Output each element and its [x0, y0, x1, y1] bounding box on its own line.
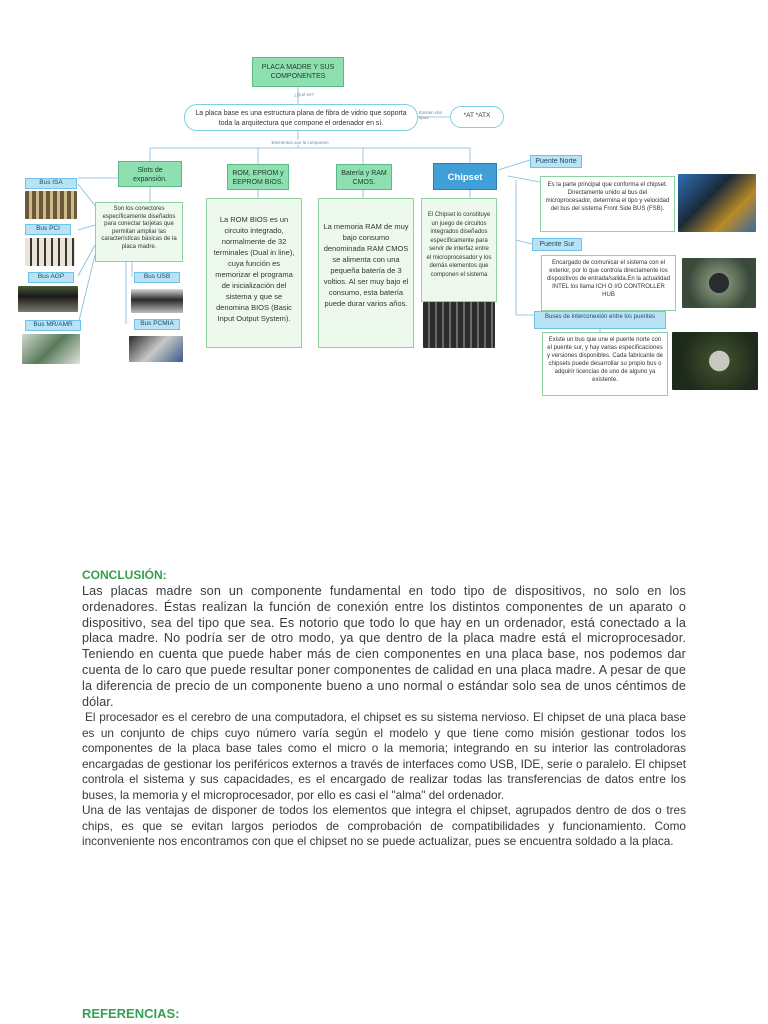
elements-label: Elementos que la componen [250, 140, 350, 145]
chipset-desc: El Chipset lo constituye un juego de circuitos integrados diseñados específicamente para servir de interfaz entre el microprocesador y los demás elementos que componen el sistema [421, 198, 497, 302]
bus-agp-label: Bus AGP [28, 272, 74, 283]
bus-mr-amr-image [22, 334, 80, 364]
branch-rom-label: ROM, EPROM y EEPROM BIOS. [227, 164, 289, 190]
bus-pcmia-image [129, 336, 183, 362]
definition-box: La placa base es una estructura plana de fibra de vidrio que soporta toda la arquitectura que compone el ordenador en sí. [184, 104, 418, 131]
interconnect-desc: Existe un bus que une el puente norte con el puente sur, y hay varias especificaciones y versiones disponibles. Cada fabricante de chipsets puede desarrollar su propio bus o adquirir licencias de uno de alguno ya existente. [542, 332, 668, 396]
chipset-image [423, 302, 495, 348]
diagram-title: PLACA MADRE Y SUS COMPONENTES [252, 57, 344, 87]
bus-mr-amr-label: Bus MR/AMR [25, 320, 81, 331]
bus-usb-label: Bus USB [134, 272, 180, 283]
bus-pci-label: Bus PCI [25, 224, 71, 235]
interconnect-image [672, 332, 758, 390]
conclusion-section [82, 566, 686, 850]
north-bridge-desc: Es la parte principal que conforma el chipset. Directamente unido al bus del microprocesador, determina el tipo y velocidad del bus del sistema Front Side BUS (FSB). [540, 176, 675, 232]
references-title: REFERENCIAS: [82, 1006, 180, 1021]
bus-agp-image [18, 286, 78, 312]
south-bridge-desc: Encargado de comunicar el sistema con el exterior, por lo que controla directamente los dispositivos de entrada/salida.En la actualidad INTEL los llama ICH O I/O CONTROLLER HUB [541, 255, 676, 311]
conclusion-paragraph-1: Las placas madre son un componente fundamental en todo tipo de dispositivos, no solo en los ordenadores. Éstas realizan la función de conexión entre los distintos componentes de un aparato o dispositivo, sea del tipo que sea. Es notorio que todo lo que hay en un ordenador, está conectado a la placa madre. No podría ser de otro modo, ya que dentro de la placa madre está el microprocesador. Teniendo en cuenta que puede haber más de cien componentes en una placa base, nos podemos dar cuenta de lo caro que puede resultar poner componentes de calidad en una placa madre. A pesar de que la diferencia de precio de un componente bueno a uno normal o estándar solo sea de unos céntimos de dólar. [82, 584, 686, 709]
branch-slots-label: Slots de expansión. [118, 161, 182, 187]
rom-desc: La ROM BIOS es un circuito integrado, normalmente de 32 terminales (Dual in line), cuya función es memorizar el programa de inicialización del sistema y que se denomina BIOS (Basic Input Output System). [206, 198, 302, 348]
branch-chipset-label: Chipset [433, 163, 497, 190]
types-box: *AT *ATX [450, 106, 504, 128]
north-bridge-image [678, 174, 756, 232]
conclusion-paragraph-3: Una de las ventajas de disponer de todos los elementos que integra el chipset, agrupados dentro de dos o tres chips, es que se evitan largos periodos de comprobación de compatibilidades y funcionamiento. Como inconveniente nos encontramos con que el chipset no se puede actualizar, pues se encuentra soldado a la placa. [82, 803, 686, 849]
bus-isa-label: Bus ISA [25, 178, 77, 189]
conclusion-colon: : [162, 568, 167, 582]
link-label-que-es: ¿Qué es? [294, 92, 314, 97]
bus-pcmia-label: Bus PCMIA [134, 319, 180, 330]
bus-isa-image [25, 191, 77, 219]
south-bridge-label: Puente Sur [532, 238, 582, 251]
slots-desc: Son los conectores específicamente diseñados para conectar tarjetas que permitan ampliar las características básicas de la placa madre. [95, 202, 183, 262]
bus-pci-image [25, 238, 75, 266]
branch-ram-label: Batería y RAM CMOS. [336, 164, 392, 190]
conclusion-title: CONCLUSIÓN [82, 568, 163, 582]
north-bridge-label: Puente Norte [530, 155, 582, 168]
south-bridge-image [682, 258, 756, 308]
ram-desc: La memoria RAM de muy bajo consumo denominada RAM CMOS se alimenta con una pequeña batería de 3 voltios. Al ser muy bajo el consumo, esta batería puede durar varios años. [318, 198, 414, 348]
interconnect-label: Buses de interconexión entre los puentes [534, 311, 666, 329]
conclusion-paragraph-2: El procesador es el cerebro de una computadora, el chipset es su sistema nervioso. El chipset de una placa base es un conjunto de chips cuyo número varía según el modelo y que tiene como misión gestionar todos los componentes de la placa base tales como el micro o la memoria; integrando en su interior las controladoras encargadas de gestionar los periféricos externos a través de interfaces como USB, IDE, serie o paralelo. El chipset controla el sistema y sus capacidades, es el encargado de realizar todas las transferencias de datos entre los buses, la memoria y el microprocesador, por ello es casi el "alma" del ordenador. [82, 710, 686, 802]
bus-usb-image [131, 289, 183, 313]
link-label-types: Existen dos tipos [419, 110, 443, 120]
